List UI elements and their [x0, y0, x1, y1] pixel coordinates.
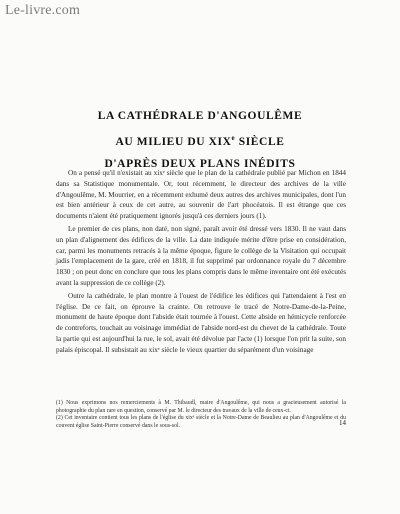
title-line-2-start: AU MILIEU DU XIX	[115, 135, 232, 148]
footnotes	[56, 400, 346, 430]
watermark-logo: Le-livre.com	[5, 3, 81, 18]
title-line-2	[0, 128, 400, 152]
paragraph-2: Le premier de ces plans, non daté, non signé, paraît avoir été dressé vers 1830. Il ne vaut dans un plan d'alignement des édifices de la ville. La date indiquée mérite d'être prise en considération, car, parmi les monuments retracés à la même époque, figure le collège de la Visitation qui occupait jadis l'emplacement de la gare, créé en 1818, il fut supprimé par ordonnance royale du 7 décembre 1830 ; on peut donc en conclure que tous les plans compris dans le même inventaire ont été exécutés avant la suppression de ce collège (2).	[56, 224, 346, 287]
page-number: 14	[339, 419, 346, 427]
title-line-3: D'APRÈS DEUX PLANS INÉDITS	[104, 157, 296, 170]
footnote-1: (1) Nous exprimons nos remerciements à M. Thibaudl, maire d'Angoulême, qui nous a gracieusement autorisé la photographie du plan rare en question, conservé par M. le directeur des travaux de la ville de ceux-ci.	[56, 400, 346, 414]
paragraph-1: On a pensé qu'il n'existait au xixᵉ siècle que le plan de la cathédrale publié par Michon en 1844 dans sa Statistique monumentale. Or, tout récemment, le directeur des archives de la ville d'Angoulême, M. Mourrier, en a récemment exhumé deux autres des archives municipales, dont l'un est bien antérieur à ceux de cet autre, au souvenir de l'art phocéatois. Il est étrange que ces documents n'aient été pratiquement ignorés jusqu'à ces derniers jours (1).	[56, 169, 346, 221]
article-title	[0, 106, 400, 176]
title-line-2-end: SIÈCLE	[235, 135, 285, 148]
article-body	[56, 168, 346, 358]
title-line-1: LA CATHÉDRALE D'ANGOULÊME	[97, 110, 303, 122]
paragraph-3: Outre la cathédrale, le plan montre à l'ouest de l'édifice les édifices qui l'attendaient à l'est en l'église. De ce fait, on éprouve la crainte. On retrouve le tracé de Notre-Dame-de-la-Peine, monument de haute époque dont l'abside était tournée à l'ouest. Cette abside en hémicycle renforcée de contreforts, touchait au voisinage immédiat de l'abside nord-est du chevet de la cathédrale. Toute la partie qui est aujourd'hui la rue, le sol, avait été dévolue par l'acte (1) lorsque l'on prit la suite, son palais épiscopal. Il subsistait au xixᵉ siècle le vieux quartier du séparément d'un voisinage	[56, 291, 346, 354]
footnote-2: (2) Cet inventaire contient tous les plans de l'église du xixᵉ siècle et la Notre-Dame de Beaulieu au plan d'Angoulême et du couvent église Saint-Pierre conservé dans le sous-sol.	[56, 415, 346, 429]
title-century-superscript: e	[231, 134, 236, 142]
